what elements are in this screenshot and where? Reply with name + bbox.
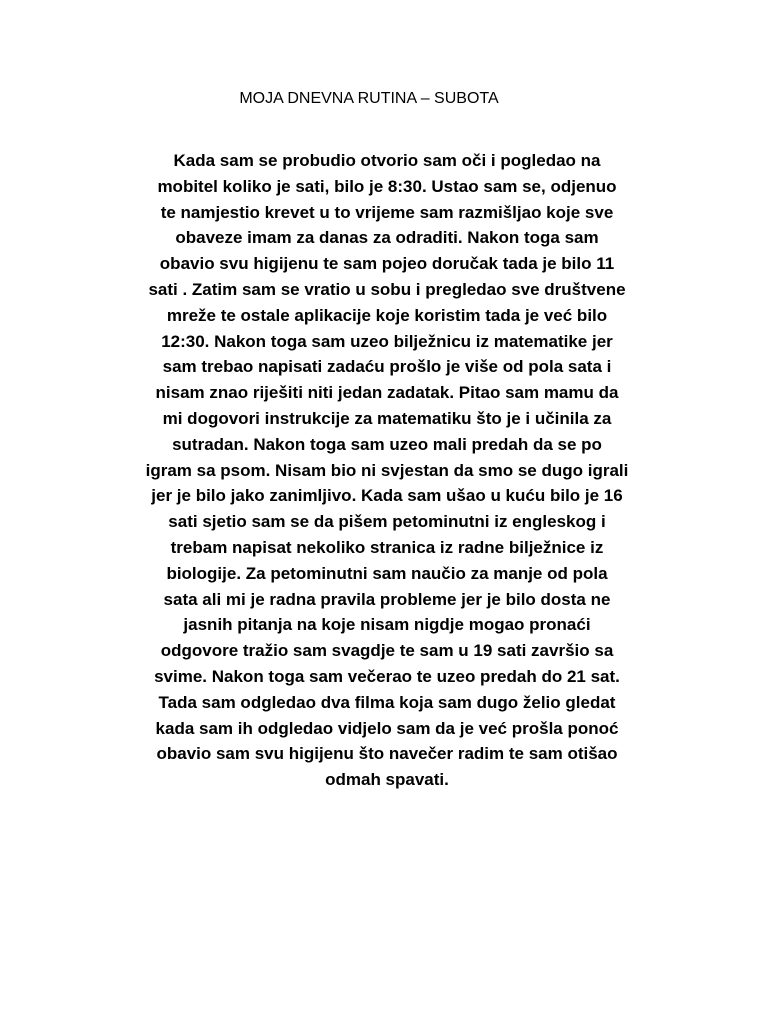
body-line: trebam napisat nekoliko stranica iz radne bilježnice iz [170,537,604,557]
body-line: jer je bilo jako zanimljivo. Kada sam ušao u kuću bilo je 16 [151,486,623,506]
body-line: Tada sam odgledao dva filma koja sam dugo želio gledat [158,692,616,712]
document-body [82,148,692,793]
body-line: mobitel koliko je sati, bilo je 8:30. Ustao sam se, odjenuo [157,176,617,196]
body-line: mi dogovori instrukcije za matematiku što je i učinila za [162,408,612,428]
body-line: odgovore tražio sam svagdje te sam u 19 sati završio sa [160,641,614,661]
body-line: mreže te ostale aplikacije koje koristim tada je već bilo [166,305,608,325]
body-line: nisam znao riješiti niti jedan zadatak. Pitao sam mamu da [155,383,619,403]
body-line: igram sa psom. Nisam bio ni svjestan da smo se dugo igrali [145,460,629,480]
body-line: sata ali mi je radna pravila probleme jer je bilo dosta ne [163,589,611,609]
body-line: sati . Zatim sam se vratio u sobu i pregledao sve društvene [148,279,626,299]
body-line: Kada sam se probudio otvorio sam oči i pogledao na [173,151,601,170]
body-line: svime. Nakon toga sam večerao te uzeo predah do 21 sat. [154,666,620,686]
body-line: kada sam ih odgledao vidjelo sam da je već prošla ponoć [155,718,619,738]
body-line: biologije. Za petominutni sam naučio za manje od pola [166,563,608,583]
body-line: obaveze imam za danas za odraditi. Nakon toga sam [175,228,599,248]
body-line: obavio svu higijenu te sam pojeo doručak tada je bilo 11 [159,254,615,274]
body-line: odmah spavati. [325,770,449,790]
body-line: jasnih pitanja na koje nisam nigdje mogao pronaći [183,615,591,635]
body-line: obavio sam svu higijenu što navečer radim te sam otišao [156,744,618,764]
body-line: te namjestio krevet u to vrijeme sam razmišljao koje sve [160,202,614,222]
body-line: sam trebao napisati zadaću prošlo je više od pola sata i [162,357,612,377]
body-line: sutradan. Nakon toga sam uzeo mali predah da se po [172,434,602,454]
body-line: sati sjetio sam se da pišem petominutni iz engleskog i [168,512,606,532]
body-line: 12:30. Nakon toga sam uzeo bilježnicu iz matematike jer [161,331,613,351]
document-title: MOJA DNEVNA RUTINA – SUBOTA [239,90,499,107]
